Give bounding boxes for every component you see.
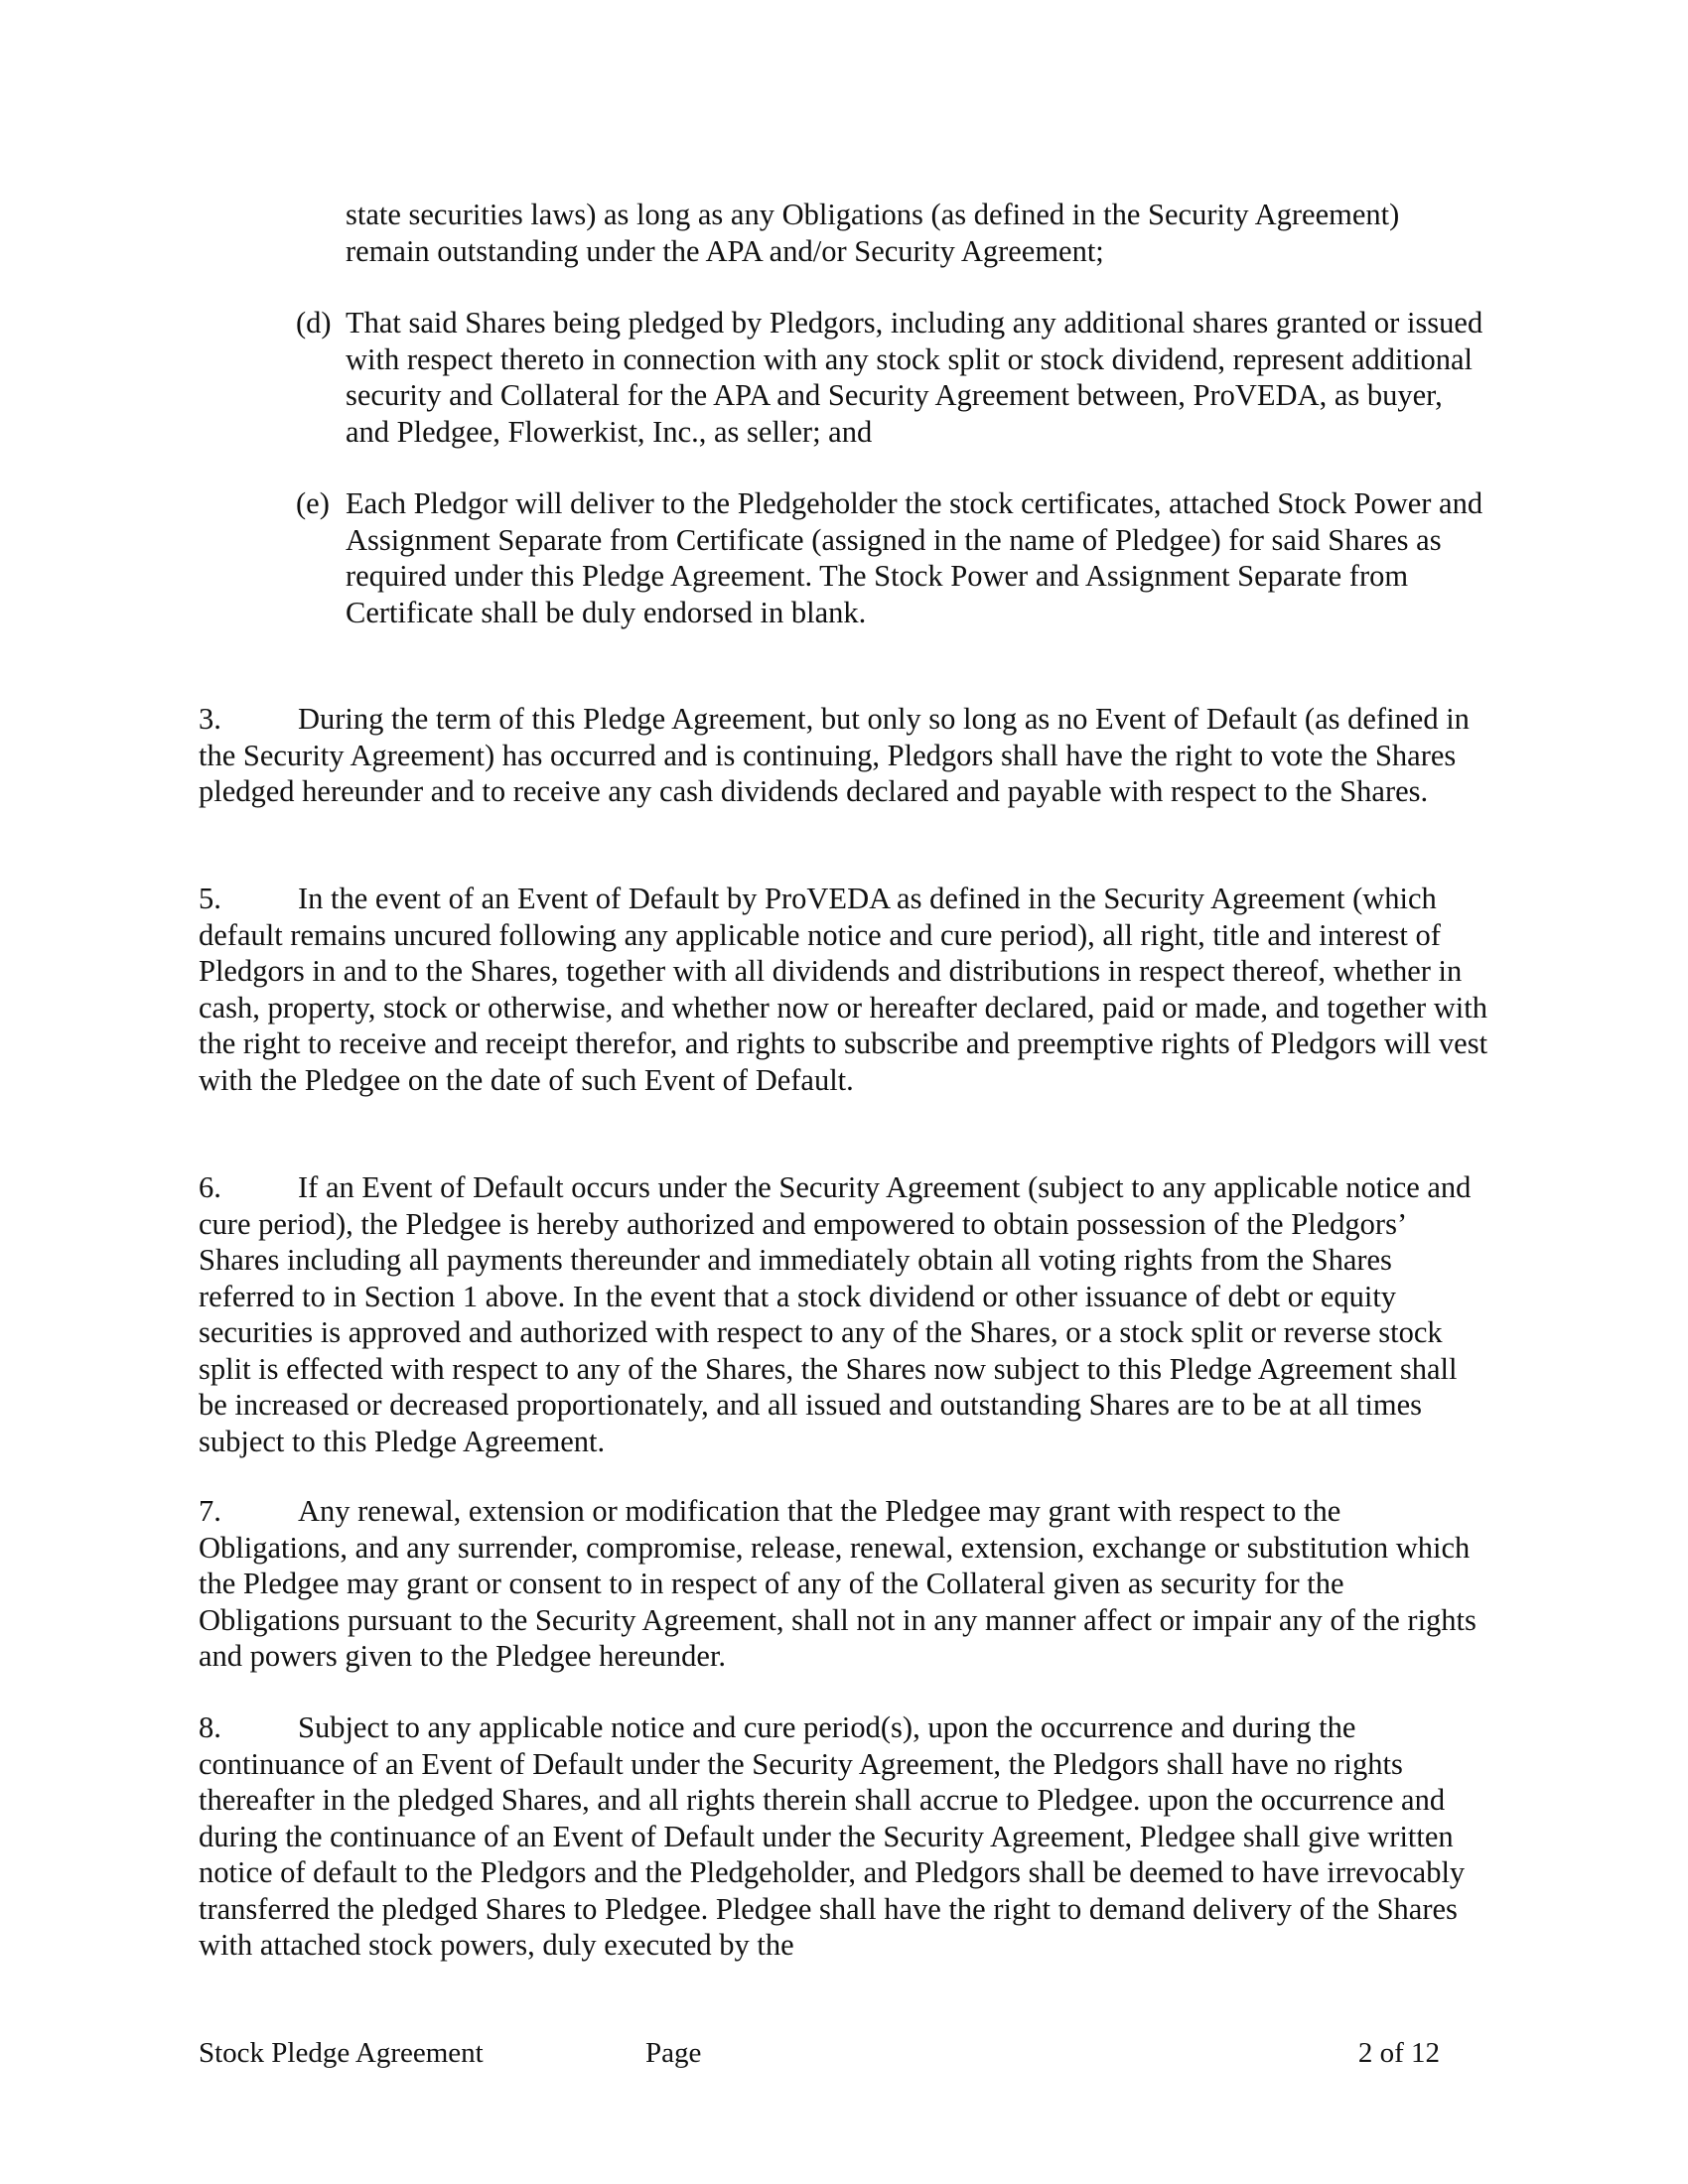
list-item-d	[296, 305, 1487, 450]
footer-page-label: Page	[645, 2037, 702, 2069]
list-item-text: That said Shares being pledged by Pledgors, including any additional shares granted or issued with respect thereto in connection with any stock split or stock dividend, represent additional security and Collateral for the APA and Security Agreement between, ProVEDA, as buyer, and Pledgee, Flowerkist, Inc., as seller; and	[346, 306, 1483, 449]
section-number: 7.	[199, 1494, 221, 1528]
footer-document-title: Stock Pledge Agreement	[199, 2037, 484, 2069]
footer-page-number: 2 of 12	[1357, 2037, 1440, 2069]
paragraph-c-continuation: state securities laws) as long as any Obligations (as defined in the Security Agreement) remain outstanding under the APA and/or Security Agreement;	[346, 198, 1400, 268]
section-8	[199, 1709, 1489, 1964]
list-item-e	[296, 485, 1487, 630]
section-text: If an Event of Default occurs under the Security Agreement (subject to any applicable notice and cure period), the Pledgee is hereby authorized and empowered to obtain possession of the Pledgors’ Shares including all payments thereunder and immediately obtain all voting rights from the Shares referred to in Section 1 above. In the event that a stock dividend or other issuance of debt or equity securities is approved and authorized with respect to any of the Shares, or a stock split or reverse stock split is effected with respect to any of the Shares, the Shares now subject to this Pledge Agreement shall be increased or decreased proportionately, and all issued and outstanding Shares are to be at all times subject to this Pledge Agreement.	[199, 1170, 1472, 1458]
section-5	[199, 881, 1489, 1098]
section-7	[199, 1493, 1489, 1675]
list-item-label: (d)	[296, 306, 332, 340]
section-text: Any renewal, extension or modification that the Pledgee may grant with respect to the Obligations, and any surrender, compromise, release, renewal, extension, exchange or substitution which the Pledgee may grant or consent to in respect of any of the Collateral given as security for the Obligations pursuant to the Security Agreement, shall not in any manner affect or impair any of the rights and powers given to the Pledgee hereunder.	[199, 1494, 1477, 1673]
page-footer	[199, 2035, 1440, 2075]
list-item-text: Each Pledgor will deliver to the Pledgeholder the stock certificates, attached Stock Power and Assignment Separate from Certificate (assigned in the name of Pledgee) for said Shares as required under this Pledge Agreement. The Stock Power and Assignment Separate from Certificate shall be duly endorsed in blank.	[346, 486, 1483, 629]
section-number: 6.	[199, 1170, 221, 1204]
section-number: 3.	[199, 702, 221, 736]
section-6	[199, 1169, 1489, 1459]
section-text: In the event of an Event of Default by ProVEDA as defined in the Security Agreement (which default remains uncured following any applicable notice and cure period), all right, title and interest of Pledgors in and to the Shares, together with all dividends and distributions in respect thereof, whether in cash, property, stock or otherwise, and whether now or hereafter declared, paid or made, and together with the right to receive and receipt therefor, and rights to subscribe and preemptive rights of Pledgors will vest with the Pledgee on the date of such Event of Default.	[199, 882, 1488, 1097]
section-number: 5.	[199, 882, 221, 915]
list-item-label: (e)	[296, 486, 330, 520]
section-3	[199, 701, 1489, 810]
section-text: Subject to any applicable notice and cure period(s), upon the occurrence and during the continuance of an Event of Default under the Security Agreement, the Pledgors shall have no rights thereafter in the pledged Shares, and all rights therein shall accrue to Pledgee. upon the occurrence and during the continuance of an Event of Default under the Security Agreement, Pledgee shall give written notice of default to the Pledgors and the Pledgeholder, and Pledgors shall be deemed to have irrevocably transferred the pledged Shares to Pledgee. Pledgee shall have the right to demand delivery of the Shares with attached stock powers, duly executed by the	[199, 1710, 1466, 1962]
section-text: During the term of this Pledge Agreement, but only so long as no Event of Default (as defined in the Security Agreement) has occurred and is continuing, Pledgors shall have the right to vote the Shares pledged hereunder and to receive any cash dividends declared and payable with respect to the Shares.	[199, 702, 1470, 808]
section-number: 8.	[199, 1710, 221, 1744]
